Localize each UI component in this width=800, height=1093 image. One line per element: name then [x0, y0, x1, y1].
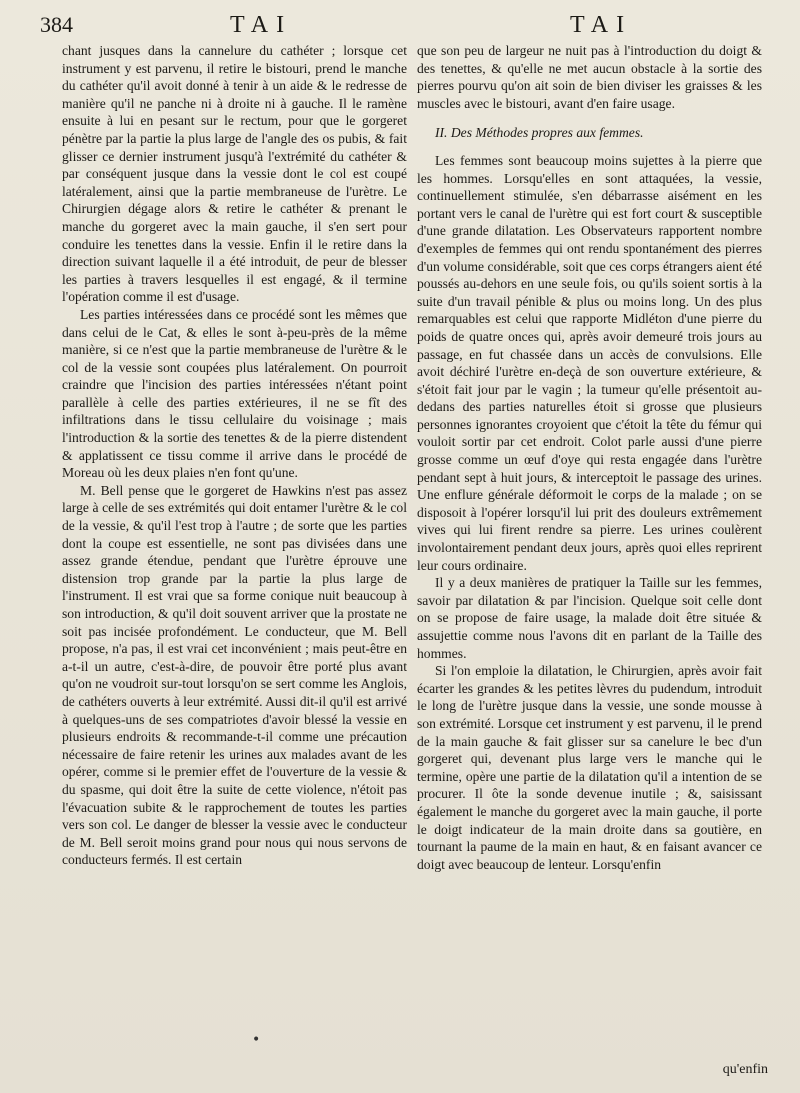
left-column	[62, 42, 407, 1052]
page-header	[40, 12, 770, 42]
paragraph: M. Bell pense que le gorgeret de Hawkins n'est pas assez large à celle de ses extrémités qui doit entamer l'urètre & le col de la vessie, & qu'il l'est trop à l'autre ; de sorte que les parties dont la coupe est essentielle, ne sont pas divisées dans une assez grande étendue, pendant que l'urètre éprouve une distension trop grande par la partie la plus large de l'instrument. Il est vrai que sa forme conique nuit beaucoup à son introduction, & qu'il doit souvent arriver que la prostate ne soit pas incisée profondément. Le conducteur, que M. Bell propose, n'a pas, il est vrai cet inconvénient ; mais peut-être en a-t-il un autre, c'est-à-dire, de pouvoir être porté plus avant qu'on ne voudroit sur-tout lorsqu'on se sert comme les Anglois, de cathéters ouverts à leur extrémité. Aussi dit-il qu'il est arrivé à quelques-uns de ses compatriotes d'avoir blessé la vessie en plusieurs endroits & recommande-t-il comme une précaution nécessaire de faire retenir les urines aux malades avant de les opérer, comme si le premier effet de l'ouverture de la vessie & du spasme, qui doit être la suite de cette violence, n'étoit pas l'évacuation subite & le rapprochement de toutes les parties vers son col. Le danger de blesser la vessie avec le conducteur de M. Bell seroit moins grand pour nous qui nous servons de conducteurs fermés. Il est certain	[62, 482, 407, 868]
running-head-right: TAI	[570, 12, 633, 38]
paragraph-continued: que son peu de largeur ne nuit pas à l'introduction du doigt & des tenettes, & qu'elle ne met aucun obstacle à la sortie des pierres pourvu qu'on ait soin de bien diviser les graisses & les muscles avec le bistouri, avant d'en faire usage.	[417, 43, 762, 111]
running-head-left: TAI	[230, 12, 293, 38]
paragraph-continued: chant jusques dans la cannelure du cathéter ; lorsque cet instrument y est parvenu, il retire le bistouri, prend le manche du cathéter qu'il avoit donné à tenir à un aide & le redresse de manière qu'il ne panche ni à droite ni à gauche. Il le ramène ensuite à lui en pesant sur le rectum, pour que le gorgeret pénètre par la partie la plus large de l'angle des os pubis, & fait glisser ce dernier instrument jusqu'à l'extrémité du cathéter & par conséquent jusque dans la vessie dont le col est coupé latéralement, ainsi que la partie membraneuse de l'urètre. Le Chirurgien dégage alors & retire le cathéter & prenant le manche du gorgeret avec la main gauche, il s'en sert pour conduire les tenettes dans la vessie. Enfin il le retire dans la direction suivant laquelle il a été introduit, de peur de blesser les parties à travers lesquelles il est engagé, & il termine l'opération comme il est d'usage.	[62, 43, 407, 305]
paragraph: Si l'on emploie la dilatation, le Chirurgien, après avoir fait écarter les grandes & les petites lèvres du pudendum, introduit le long de l'urètre jusque dans la vessie, une sonde mousse à son extrémité. Lorsque cet instrument y est parvenu, il le prend de la main gauche & fait glisser sur sa canelure le bec d'un gorgeret qui, devenant plus large vers le manche qui le termine, opère une partie de la dilatation qu'il a intention de se procurer. Il ôte la sonde devenue inutile ; &, saisissant également le manche du gorgeret avec la main gauche, il porte le doigt indicateur de la main droite dans sa goutière, en tournant la paume de la main en haut, & en faisant avancer ce doigt avec beaucoup de lenteur. Lorsqu'enfin	[417, 663, 762, 872]
catchword: qu'enfin	[722, 1062, 768, 1077]
page-number: 384	[40, 12, 73, 37]
section-heading: II. Des Méthodes propres aux femmes.	[435, 125, 644, 141]
right-column	[417, 42, 762, 1052]
paragraph: Les parties intéressées dans ce procédé sont les mêmes que dans celui de le Cat, & elles le sont à-peu-près de la même manière, si ce n'est que la partie membraneuse de l'urètre & le col de la vessie sont coupées plus latéralement. On pourroit craindre que l'incision des parties intéressées n'étant point parallèle à celle des parties extérieures, il ne se fît des infiltrations dans le tissu cellulaire du voisinage ; mais l'introduction & la sortie des tenettes & de la pierre distendent & applatissent ce tissu comme il arrive dans le procédé de Moreau où les deux plaies n'en font qu'une.	[62, 306, 407, 481]
printer-ornament: •	[252, 1032, 261, 1048]
paragraph: Il y a deux manières de pratiquer la Taille sur les femmes, savoir par dilatation & par l'incision. Quelque soit celle dont on se propose de faire usage, la malade doit être située & assujettie comme nous l'avons dit en parlant de la Taille des hommes.	[417, 575, 762, 661]
paragraph: Les femmes sont beaucoup moins sujettes à la pierre que les hommes. Lorsqu'elles en sont attaquées, la vessie, continuellement stimulée, s'en débarrasse aisément en les portant vers le canal de l'urètre qui est fort court & susceptible d'une grande dilatation. Les Observateurs rapportent nombre d'exemples de femmes qui ont rendu spontanément des pierres d'un volume considérable, soit que ces corps étrangers aient été poussés au-dehors en une seule fois, ou qu'ils soient sortis à la suite d'un travail pénible & plus ou moins long. Un des plus remarquables est celui que rapporte Midléton d'une pierre du poids de quatre onces qui, après avoir demeuré trois jours au passage, en fut chassée dans un accès de convulsions. Elle avoit déchiré l'urètre en-deçà de son ouverture extérieure, & s'étoit fait jour par le vagin ; la tumeur qu'elle présentoit au-dedans des parties naturelles étoit si grosse que plusieurs personnes ignorantes croyoient que c'étoit la tête du fémur qui vouloit sortir par cet endroit. Colot parle aussi d'une pierre grosse comme un œuf d'oye qui resta engagée dans l'urètre pendant sept à huit jours, & interceptoit le passage des urines. Une enflure générale déformoit le corps de la malade ; on se disposoit à l'opérer lorsqu'il lui prit des douleurs extrêmement vives qui lui firent rendre sa pierre. Les urines coulèrent involontairement pendant deux jours, après quoi elles reprirent leur cours ordinaire.	[417, 152, 762, 573]
text-columns	[62, 42, 762, 1052]
